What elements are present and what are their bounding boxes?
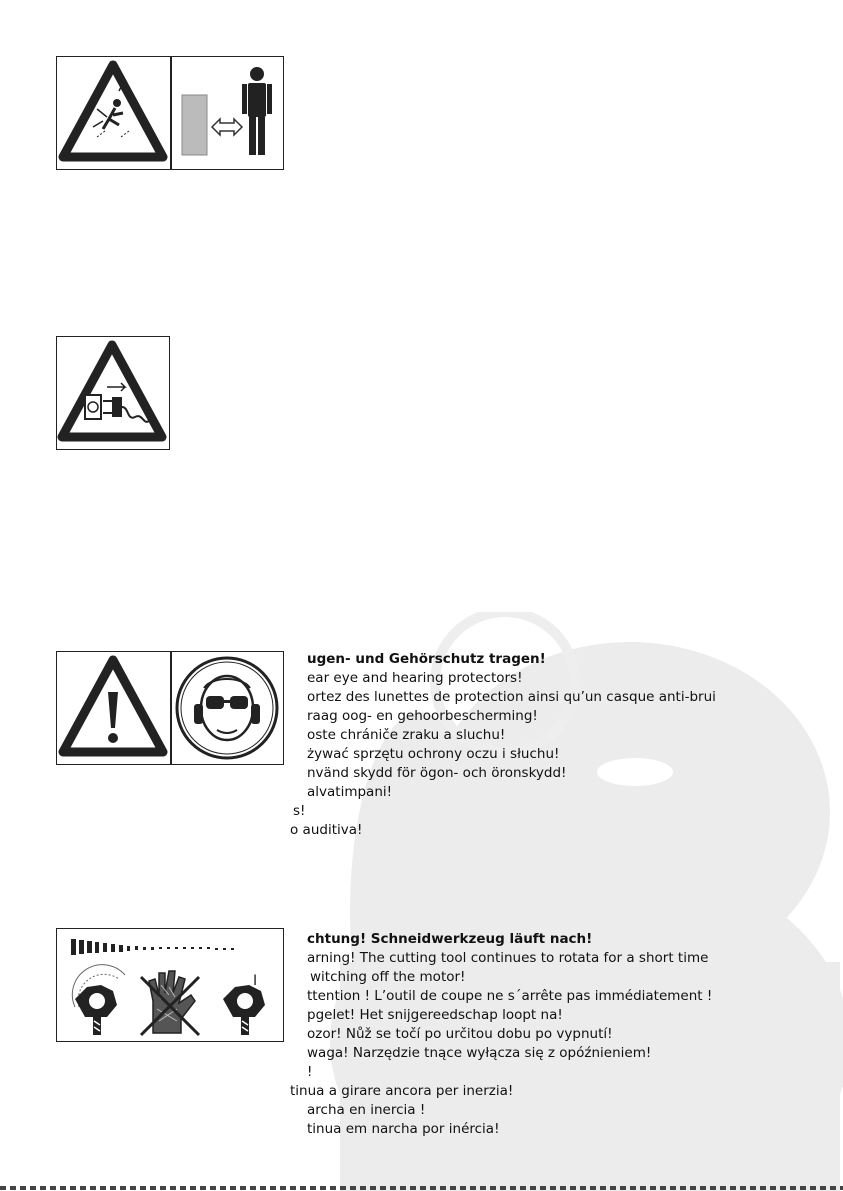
unplug-pictogram-panel	[56, 336, 170, 450]
runout-warning-line: ozor! Nůž se točí po určitou dobu po vypnutí!	[307, 1026, 613, 1042]
runout-warning-line: arning! The cutting tool continues to rotata for a short time	[307, 950, 709, 966]
runout-warning-line: tinua a girare ancora per inerzia!	[290, 1083, 514, 1099]
protection-warning-line: oste chrániče zraku a sluchu!	[307, 727, 506, 743]
runout-pictogram-panel	[56, 928, 284, 1042]
runout-warning-line: tinua em narcha por inércia!	[307, 1121, 500, 1137]
runout-warning-line: waga! Narzędzie tnące wyłącza się z opóźnieniem!	[307, 1045, 652, 1061]
protection-warning-line: s!	[293, 803, 306, 819]
protection-warning-line: o auditiva!	[290, 822, 363, 838]
blade-running-icon	[72, 965, 125, 1035]
runout-warning-line: witching off the motor!	[310, 969, 466, 985]
unplug-before-maintenance-icon	[57, 337, 168, 448]
eye-and-ear-protection-icon	[172, 652, 283, 764]
runout-warning-line: chtung! Schneidwerkzeug läuft nach!	[307, 931, 593, 947]
blade-stopped-icon	[223, 973, 265, 1035]
safe-distance-icon	[172, 57, 283, 169]
runout-warning-line: pgelet! Het snijgereedschap loopt na!	[307, 1007, 563, 1023]
runout-warning-line: !	[307, 1064, 313, 1080]
no-hand-contact-icon	[141, 971, 199, 1035]
protection-warning-line: alvatimpani!	[307, 784, 393, 800]
runout-digit-label: I	[253, 973, 258, 989]
protection-warning-line: ear eye and hearing protectors!	[307, 670, 523, 686]
runout-warning-line: archa en inercia !	[307, 1102, 426, 1118]
speed-decline-icon	[71, 939, 234, 955]
page-bottom-rule	[0, 1186, 843, 1190]
protection-warning-text	[288, 650, 716, 840]
runout-warning-text	[288, 930, 712, 1139]
protection-warning-line: raag oog- en gehoorbescherming!	[307, 708, 538, 724]
electrocution-pictogram-panel	[56, 56, 284, 170]
runout-warning-line: ttention ! L’outil de coupe ne s´arrête pas immédiatement !	[307, 988, 713, 1004]
protection-warning-line: ugen- und Gehörschutz tragen!	[307, 651, 546, 667]
caution-exclamation-icon	[57, 652, 170, 764]
electrocution-warning-icon	[57, 57, 170, 169]
protection-warning-line: żywać sprzętu ochrony oczu i słuchu!	[307, 746, 560, 762]
protection-warning-line: nvänd skydd för ögon- och öronskydd!	[307, 765, 567, 781]
protection-warning-line: ortez des lunettes de protection ainsi qu’un casque anti-brui	[307, 689, 716, 705]
protection-pictogram-panel	[56, 651, 284, 765]
